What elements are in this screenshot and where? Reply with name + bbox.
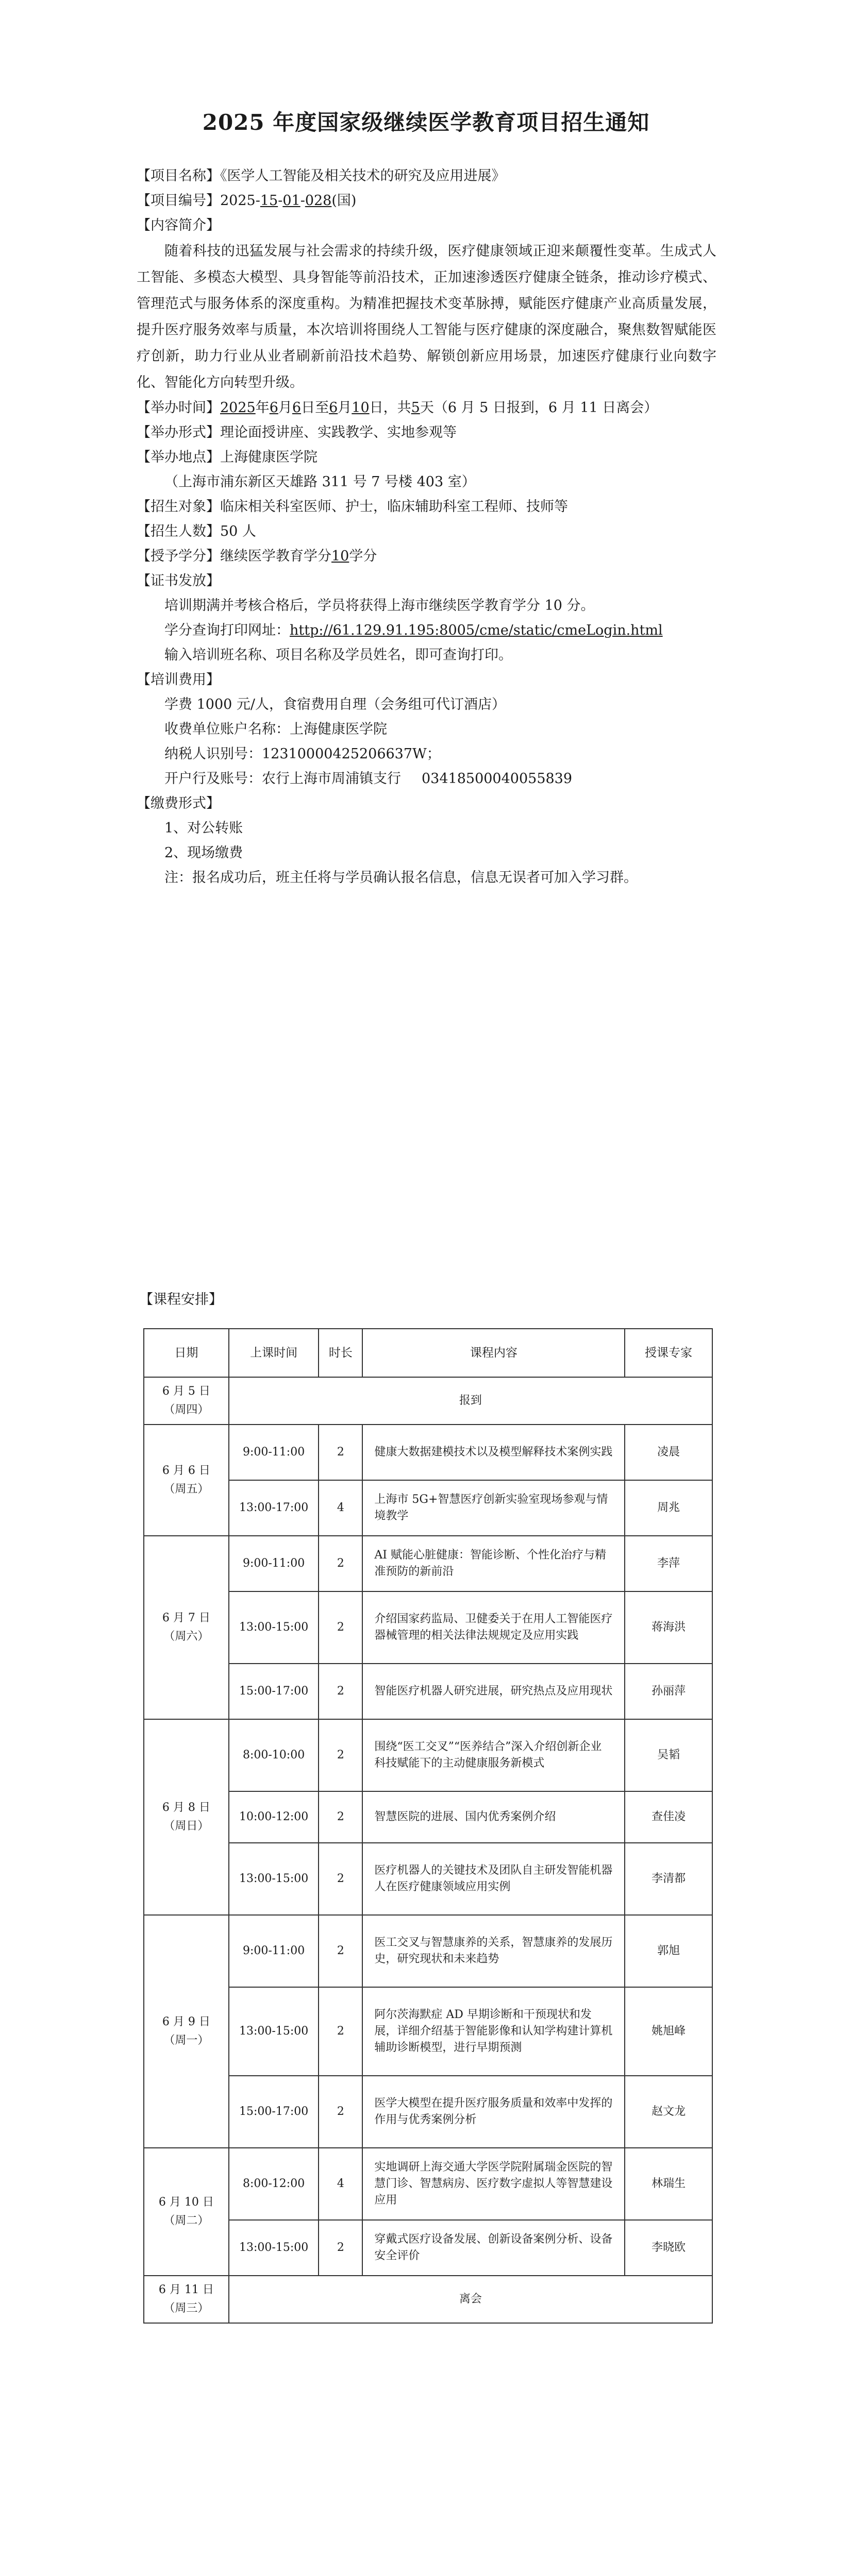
weekday-text: （周六） <box>163 1630 209 1643</box>
table-row <box>144 1719 712 1791</box>
date-cell <box>144 1915 229 2148</box>
date-cell <box>144 1719 229 1915</box>
content-cell: 介绍国家药监局、卫健委关于在用人工智能医疗器械管理的相关法律法规规定及应用实践 <box>362 1591 625 1664</box>
time-year: 2025 <box>220 400 256 416</box>
project-name-line <box>137 164 716 189</box>
count-label: 【招生人数】 <box>137 523 220 539</box>
time-day-start: 6 <box>292 400 302 416</box>
count-value: 50 人 <box>220 523 256 539</box>
credit-line <box>137 544 716 569</box>
time-days: 5 <box>411 400 420 416</box>
date-cell <box>144 2276 229 2323</box>
schedule-table <box>143 1328 713 2324</box>
credit-suffix: 学分 <box>349 548 377 564</box>
duration-cell: 4 <box>319 1480 362 1536</box>
duration-cell: 2 <box>319 2220 362 2276</box>
weekday-text: （周五） <box>163 1483 209 1496</box>
audience-label: 【招生对象】 <box>137 499 220 515</box>
time-text: 月 <box>338 400 352 416</box>
date-cell <box>144 1377 229 1425</box>
form-value: 理论面授讲座、实践教学、实地参观等 <box>220 425 457 440</box>
fee-label: 【培训费用】 <box>137 672 220 688</box>
header-expert: 授课专家 <box>625 1329 712 1377</box>
time-text: 日至 <box>301 400 329 416</box>
table-row <box>144 1843 712 1915</box>
time-cell: 9:00-11:00 <box>229 1425 319 1480</box>
content-cell: 医疗机器人的关键技术及团队自主研发智能机器人在医疗健康领域应用实例 <box>362 1843 625 1915</box>
fee-bank-line <box>137 767 716 791</box>
header-date: 日期 <box>144 1329 229 1377</box>
time-cell: 13:00-15:00 <box>229 1843 319 1915</box>
cert-url-line <box>137 618 716 643</box>
project-number-prefix: 2025- <box>220 193 260 209</box>
time-cell: 13:00-15:00 <box>229 2220 319 2276</box>
expert-cell: 蒋海洪 <box>625 1591 712 1664</box>
table-row <box>144 2148 712 2220</box>
fee-bank: 开户行及账号：农行上海市周浦镇支行 <box>164 771 401 787</box>
expert-cell: 李萍 <box>625 1536 712 1591</box>
duration-cell: 2 <box>319 1791 362 1843</box>
time-day-end: 10 <box>352 400 370 416</box>
project-number-sep: - <box>300 193 305 209</box>
content-cell: 穿戴式医疗设备发展、创新设备案例分析、设备安全评价 <box>362 2220 625 2276</box>
table-row <box>144 1987 712 2076</box>
date-text: 6 月 9 日 <box>162 2015 210 2028</box>
venue-address: （上海市浦东新区天雄路 311 号 7 号楼 403 室） <box>164 474 476 490</box>
content-cell: 智慧医院的进展、国内优秀案例介绍 <box>362 1791 625 1843</box>
form-label: 【举办形式】 <box>137 425 220 440</box>
venue-value: 上海健康医学院 <box>220 449 318 465</box>
date-cell <box>144 2148 229 2276</box>
venue-line <box>137 445 716 470</box>
project-number-line <box>137 189 716 213</box>
cert-url-link[interactable]: http://61.129.91.195:8005/cme/static/cmeLogin.html <box>290 622 663 638</box>
table-row <box>144 1425 712 1480</box>
fee-tax-id: 纳税人识别号：12310000425206637W； <box>164 746 441 762</box>
expert-cell: 姚旭峰 <box>625 1987 712 2076</box>
weekday-text: （周日） <box>163 1820 209 1833</box>
form-line <box>137 420 716 445</box>
content-cell: 上海市 5G+智慧医疗创新实验室现场参观与情境教学 <box>362 1480 625 1536</box>
expert-cell: 凌晨 <box>625 1425 712 1480</box>
table-row <box>144 1664 712 1719</box>
expert-cell: 李清都 <box>625 1843 712 1915</box>
content-cell: 智能医疗机器人研究进展，研究热点及应用现状 <box>362 1664 625 1719</box>
cert-url-prefix: 学分查询打印网址： <box>164 622 290 638</box>
time-cell: 8:00-10:00 <box>229 1719 319 1791</box>
time-cell: 9:00-11:00 <box>229 1536 319 1591</box>
credit-value: 10 <box>331 548 349 564</box>
duration-cell: 2 <box>319 2076 362 2148</box>
date-text: 6 月 6 日 <box>162 1464 210 1477</box>
date-text: 6 月 7 日 <box>162 1612 210 1624</box>
date-text: 6 月 5 日 <box>162 1385 210 1398</box>
duration-cell: 2 <box>319 1591 362 1664</box>
table-row <box>144 2220 712 2276</box>
fee-tuition: 学费 1000 元/人，食宿费用自理（会务组可代订酒店） <box>164 697 506 713</box>
duration-cell: 2 <box>319 1987 362 2076</box>
duration-cell: 2 <box>319 1719 362 1791</box>
pay-option-2: 2、现场缴费 <box>164 845 243 861</box>
time-cell: 15:00-17:00 <box>229 2076 319 2148</box>
content-cell: 阿尔茨海默症 AD 早期诊断和干预现状和发展，详细介绍基于智能影像和认知学构建计算机辅助诊断模型，进行早期预测 <box>362 1987 625 2076</box>
content-cell: 实地调研上海交通大学医学院附属瑞金医院的智慧门诊、智慧病房、医疗数字虚拟人等智慧建设应用 <box>362 2148 625 2220</box>
project-number-label: 【项目编号】 <box>137 193 220 209</box>
header-duration: 时长 <box>319 1329 362 1377</box>
cert-label: 【证书发放】 <box>137 573 220 589</box>
project-name: 《医学人工智能及相关技术的研究及应用进展》 <box>220 168 506 184</box>
project-number-b: 01 <box>282 193 300 209</box>
pay-option-1: 1、对公转账 <box>164 820 243 836</box>
expert-cell: 李晓欧 <box>625 2220 712 2276</box>
time-text: 月 <box>278 400 292 416</box>
date-cell <box>144 1536 229 1719</box>
header-time: 上课时间 <box>229 1329 319 1377</box>
expert-cell: 孙丽萍 <box>625 1664 712 1719</box>
schedule-heading: 【课程安排】 <box>139 1292 223 1308</box>
time-label: 【举办时间】 <box>137 400 220 416</box>
cert-instruction: 输入培训班名称、项目名称及学员姓名，即可查询打印。 <box>164 647 512 663</box>
duration-cell: 2 <box>319 1915 362 1987</box>
table-row <box>144 2276 712 2323</box>
departure-cell: 离会 <box>229 2276 712 2323</box>
project-number-sep: - <box>278 193 283 209</box>
credit-prefix: 继续医学教育学分 <box>220 548 331 564</box>
table-row <box>144 1377 712 1425</box>
count-line <box>137 519 716 544</box>
time-text: 年 <box>255 400 270 416</box>
time-cell: 13:00-17:00 <box>229 1480 319 1536</box>
document-title: 2025 年度国家级继续医学教育项目招生通知 <box>202 110 650 135</box>
audience-value: 临床相关科室医师、护士，临床辅助科室工程师、技师等 <box>220 499 568 515</box>
time-cell: 8:00-12:00 <box>229 2148 319 2220</box>
table-row <box>144 1480 712 1536</box>
table-row <box>144 1591 712 1664</box>
header-content: 课程内容 <box>362 1329 625 1377</box>
venue-label: 【举办地点】 <box>137 449 220 465</box>
intro-paragraph: 随着科技的迅猛发展与社会需求的持续升级，医疗健康领域正迎来颠覆性变革。生成式人工智能、多模态大模型、具身智能等前沿技术，正加速渗透医疗健康全链条，推动诊疗模式、管理范式与服务体系的深度重构。为精准把握技术变革脉搏，赋能医疗健康产业高质量发展，提升医疗服务效率与质量，本次培训将围绕人工智能与医疗健康的深度融合，聚焦数智赋能医疗创新，助力行业从业者刷新前沿技术趋势、解锁创新应用场景，加速医疗健康行业向数字化、智能化方向转型升级。 <box>137 243 716 391</box>
weekday-text: （周一） <box>163 2034 209 2047</box>
time-month-end: 6 <box>329 400 338 416</box>
time-cell: 13:00-15:00 <box>229 1987 319 2076</box>
date-text: 6 月 10 日 <box>158 2196 214 2209</box>
audience-line <box>137 495 716 519</box>
duration-cell: 2 <box>319 1843 362 1915</box>
project-number-c: 028 <box>305 193 332 209</box>
duration-cell: 2 <box>319 1425 362 1480</box>
fee-bank-account: 03418500040055839 <box>422 771 573 787</box>
content-cell: 健康大数据建模技术以及模型解释技术案例实践 <box>362 1425 625 1480</box>
time-month-start: 6 <box>269 400 278 416</box>
time-text: 天（6 月 5 日报到，6 月 11 日离会） <box>420 400 658 416</box>
duration-cell: 2 <box>319 1664 362 1719</box>
date-text: 6 月 8 日 <box>162 1801 210 1814</box>
duration-cell: 2 <box>319 1536 362 1591</box>
project-name-label: 【项目名称】 <box>137 168 220 184</box>
content-cell: AI 赋能心脏健康：智能诊断、个性化治疗与精准预防的新前沿 <box>362 1536 625 1591</box>
expert-cell: 周兆 <box>625 1480 712 1536</box>
time-cell: 13:00-15:00 <box>229 1591 319 1664</box>
time-line <box>137 396 716 420</box>
weekday-text: （周三） <box>163 2302 209 2315</box>
duration-cell: 4 <box>319 2148 362 2220</box>
project-number-a: 15 <box>260 193 278 209</box>
content-cell: 围绕“医工交叉”“医养结合”深入介绍创新企业科技赋能下的主动健康服务新模式 <box>362 1719 625 1791</box>
notice-body <box>137 164 716 890</box>
expert-cell: 林瑞生 <box>625 2148 712 2220</box>
weekday-text: （周四） <box>163 1403 209 1416</box>
checkin-cell: 报到 <box>229 1377 712 1425</box>
weekday-text: （周二） <box>163 2214 209 2227</box>
fee-account-name: 收费单位账户名称：上海健康医学院 <box>164 721 387 737</box>
intro-label: 【内容简介】 <box>137 217 220 233</box>
credit-label: 【授予学分】 <box>137 548 220 564</box>
pay-note: 注：报名成功后，班主任将与学员确认报名信息，信息无误者可加入学习群。 <box>164 870 638 886</box>
expert-cell: 吴韬 <box>625 1719 712 1791</box>
pay-label: 【缴费形式】 <box>137 795 220 811</box>
project-number-suffix: (国) <box>331 193 357 209</box>
time-cell: 9:00-11:00 <box>229 1915 319 1987</box>
table-row <box>144 2076 712 2148</box>
table-row <box>144 1791 712 1843</box>
content-cell: 医学大模型在提升医疗服务质量和效率中发挥的作用与优秀案例分析 <box>362 2076 625 2148</box>
date-cell <box>144 1425 229 1536</box>
table-row <box>144 1915 712 1987</box>
expert-cell: 郭旭 <box>625 1915 712 1987</box>
content-cell: 医工交叉与智慧康养的关系，智慧康养的发展历史，研究现状和未来趋势 <box>362 1915 625 1987</box>
table-row <box>144 1536 712 1591</box>
expert-cell: 赵文龙 <box>625 2076 712 2148</box>
time-cell: 10:00-12:00 <box>229 1791 319 1843</box>
date-text: 6 月 11 日 <box>158 2283 214 2296</box>
expert-cell: 查佳凌 <box>625 1791 712 1843</box>
time-cell: 15:00-17:00 <box>229 1664 319 1719</box>
table-header-row <box>144 1329 712 1377</box>
cert-text: 培训期满并考核合格后，学员将获得上海市继续医学教育学分 10 分。 <box>164 598 595 614</box>
time-text: 日，共 <box>369 400 411 416</box>
